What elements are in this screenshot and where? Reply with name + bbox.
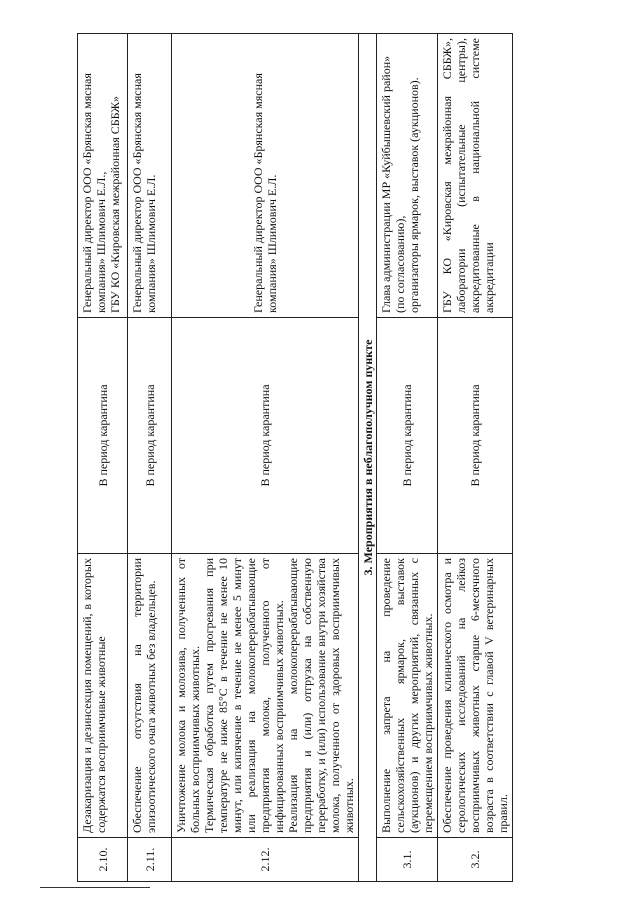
- row-number: 2.12.: [172, 838, 359, 882]
- event-text: Дезакаризация и дезинсекция помещений, в которых содержатся восприимчивые животные: [80, 558, 108, 833]
- event-text: Обеспечение проведения клинического осмотра и серологических исследований на лейкоз восприимчивых животных старше 6-месячного возраста в соответствии с главой V ветеринарных правил.: [440, 558, 510, 833]
- responsible-cell: [172, 34, 359, 318]
- period-cell: В период карантина: [377, 318, 438, 554]
- responsible-text: Генеральный директор ООО «Брянская мясная компания» Шлимович Е.Л.,: [80, 73, 108, 313]
- event-cell: [78, 554, 128, 838]
- event-cell: [377, 554, 438, 838]
- row-number: 3.2.: [438, 838, 513, 882]
- period-cell: В период карантина: [128, 318, 172, 554]
- responsible-cell: [438, 34, 513, 318]
- table-row: [78, 34, 128, 882]
- footnote-separator-line: [40, 887, 150, 888]
- event-text: Выполнение запрета на проведение сельскохозяйственных ярмарок, выставок (аукционов) и других мероприятий, связанных с перемещением восприимчивых животных.: [379, 558, 435, 833]
- responsible-text: ГБУ КО «Кировская межрайонная СББЖ», лаборатории (испытательные центры), аккредитованные в национальной системе аккредитации: [440, 38, 496, 313]
- section-header-row: [359, 34, 377, 882]
- responsible-text: Генеральный директор ООО «Брянская мясная компания» Шлимович Е.Л.: [251, 73, 279, 313]
- event-text: Реализация на молокоперерабатывающие предприятия и (или) отгрузка на собственную переработку, и (или) использование внутри хозяйства молока, полученного от здоровых восприимчивых животных.: [286, 558, 356, 833]
- responsible-cell: [128, 34, 172, 318]
- section-title: 3. Мероприятия в неблагополучном пункте: [359, 34, 377, 882]
- responsible-text: Глава администрации МР «Куйбышевский район» (по согласованию),: [379, 55, 407, 313]
- measures-table: [77, 33, 513, 882]
- row-number: 3.1.: [377, 838, 438, 882]
- responsible-text: ГБУ КО «Кировская межрайонная СББЖ»: [108, 95, 122, 313]
- row-number: 2.10.: [78, 838, 128, 882]
- event-text: Термическая обработка путем прогревания при температуре не ниже 85°С в течение не менее 10 минут, или кипячение в течение не менее 5 минут или реализация на молокоперерабатывающие предприятия молока, полученного от инфицированных восприимчивых животных.: [202, 558, 286, 833]
- responsible-text: Генеральный директор ООО «Брянская мясная компания» Шлимович Е.Л.: [130, 73, 158, 313]
- event-cell: [172, 554, 359, 838]
- responsible-cell: [377, 34, 438, 318]
- table-row: [377, 34, 438, 882]
- event-text: Обеспечение отсутствия на территории эпизоотического очага животных без владельцев.: [130, 558, 158, 833]
- responsible-text: организаторы ярмарок, выставок (аукционов).: [407, 77, 421, 313]
- event-cell: [438, 554, 513, 838]
- row-number: 2.11.: [128, 838, 172, 882]
- period-cell: В период карантина: [78, 318, 128, 554]
- responsible-cell: [78, 34, 128, 318]
- period-cell: В период карантина: [438, 318, 513, 554]
- event-text: Уничтожение молока и молозива, полученных от больных восприимчивых животных.: [174, 558, 202, 833]
- table-row: [438, 34, 513, 882]
- table-row: [172, 34, 359, 882]
- rotated-table-container: [77, 34, 510, 882]
- event-cell: [128, 554, 172, 838]
- period-cell: В период карантина: [172, 318, 359, 554]
- table-row: [128, 34, 172, 882]
